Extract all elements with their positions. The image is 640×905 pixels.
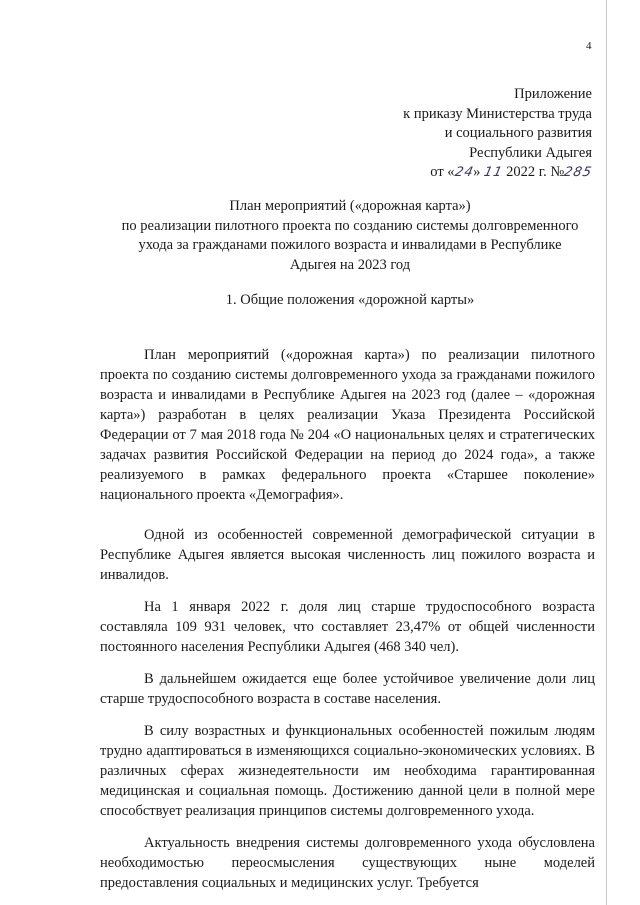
document-title bbox=[100, 197, 600, 275]
date-year: 2022 г. № bbox=[502, 164, 565, 180]
paragraph-1: План мероприятий («дорожная карта») по реализации пилотного проекта по созданию системы долговременного ухода за гражданами пожилого возраста и инвалидами в Республике Адыгея на 2023 год (далее – «дорожная карта») разработан в целях реализации Указа Президента Российской Федерации от 7 мая 2018 года № 204 «О национальных целях и стратегических задачах развития Российской Федерации на период до 2024 года», а также реализуемого в рамках федерального проекта «Старшее поколение» национального проекта «Демография». bbox=[100, 347, 595, 503]
title-line-3: ухода за гражданами пожилого возраста и инвалидами в Республике bbox=[138, 237, 562, 253]
appendix-republic-line: Республики Адыгея bbox=[469, 144, 592, 161]
paragraph-3: На 1 января 2022 г. доля лиц старше трудоспособного возраста составляла 109 931 человек, что составляет 23,47% от общей численности постоянного населения Республики Адыгея (468 340 чел). bbox=[100, 599, 595, 655]
date-prefix: от « bbox=[430, 164, 455, 180]
date-mid: » bbox=[473, 164, 484, 180]
appendix-title: Приложение bbox=[514, 86, 592, 102]
paragraph-4: В дальнейшем ожидается еще более устойчивое увеличение доли лиц старше трудоспособного возраста в составе населения. bbox=[100, 671, 595, 707]
title-line-1: План мероприятий («дорожная карта») bbox=[229, 198, 471, 214]
title-line-2: по реализации пилотного проекта по созданию системы долговременного bbox=[121, 217, 579, 234]
handwritten-doc-number: 285 bbox=[562, 165, 594, 180]
appendix-header bbox=[403, 85, 592, 183]
appendix-date-line bbox=[403, 163, 592, 183]
handwritten-day: 24 bbox=[453, 165, 475, 180]
section-heading: 1. Общие положения «дорожной карты» bbox=[225, 292, 475, 308]
page-number: 4 bbox=[586, 40, 592, 52]
paragraph-6: Актуальность внедрения системы долговременного ухода обусловлена необходимостью переосмысления существующих ныне моделей предоставления социальных и медицинских услуг. Требуется bbox=[100, 835, 595, 891]
handwritten-month: 11 bbox=[482, 165, 505, 180]
document-body bbox=[100, 345, 595, 893]
paragraph-2: Одной из особенностей современной демографической ситуации в Республике Адыгея является высокая численность лиц пожилого возраста и инвалидов. bbox=[100, 527, 595, 583]
page-edge-line bbox=[606, 0, 607, 905]
title-line-4: Адыгея на 2023 год bbox=[289, 256, 411, 273]
paragraph-5: В силу возрастных и функциональных особенностей пожилым людям трудно адаптироваться в изменяющихся социально-экономических условиях. В различных сферах жизнедеятельности им необходима гарантированная медицинская и социальная помощь. Достижению данной цели в полной мере способствует реализация принципов системы долговременного ухода. bbox=[100, 723, 595, 819]
appendix-ministry-line: и социального развития bbox=[444, 125, 592, 141]
appendix-order-line: к приказу Министерства труда bbox=[403, 105, 592, 122]
